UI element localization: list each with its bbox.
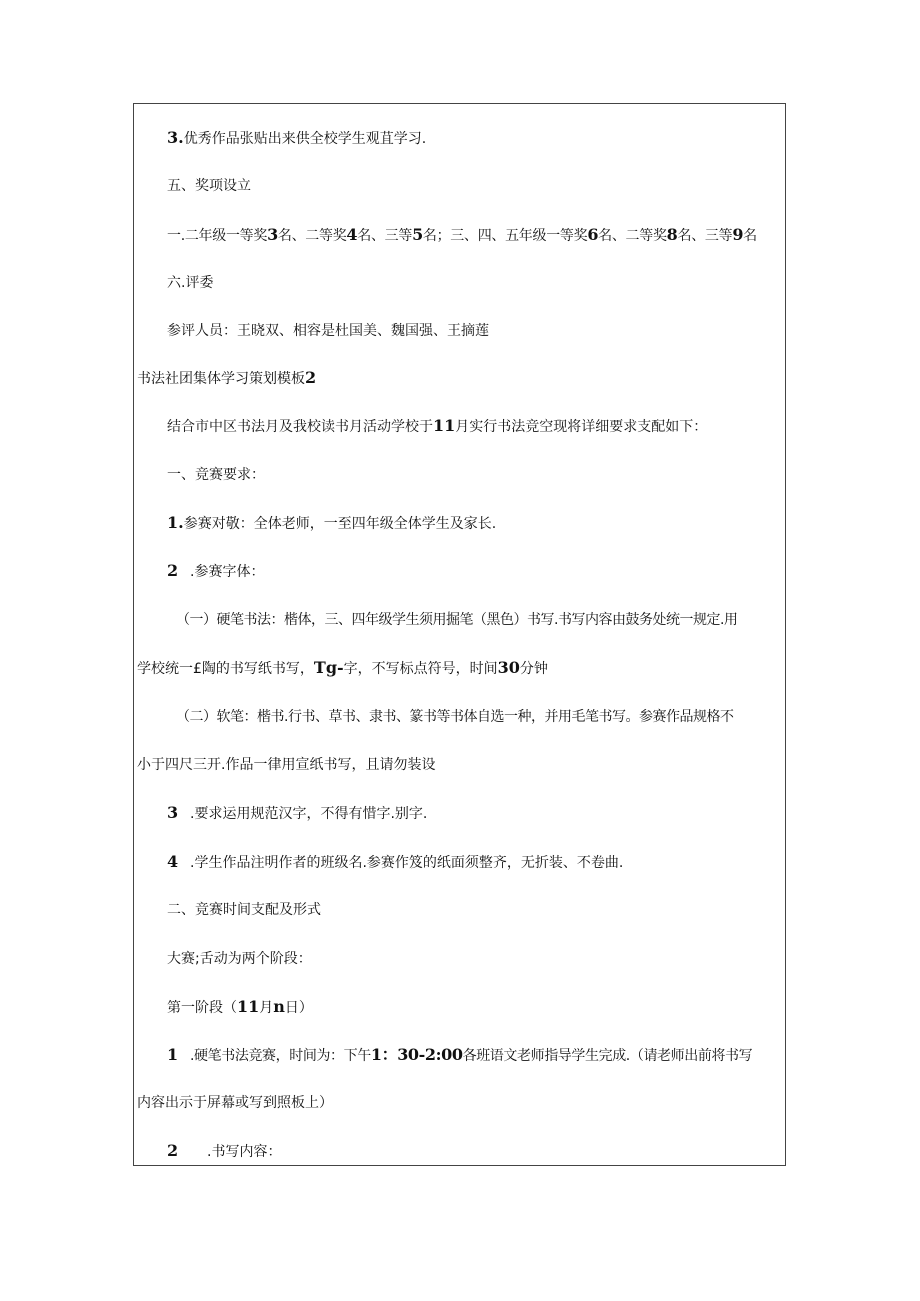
item-number: 3. bbox=[167, 128, 184, 147]
line-standard-chars: 3 .要求运用规范汉字，不得有惜字.别字. bbox=[167, 803, 428, 822]
heading-schedule: 二、竞赛时间支配及形式 bbox=[167, 902, 321, 918]
line-intro: 结合市中区书法月及我校读书月活动学校于11月实行书法竞空现将详细要求支配如下： bbox=[167, 416, 708, 435]
line-writing-content: 2 .书写内容： bbox=[167, 1141, 282, 1160]
heading-requirements: 一、竞赛要求： bbox=[167, 467, 265, 483]
line-work-labeling: 4 .学生作品注明作者的班级名.参赛作笈的纸面须整齐，无折装、不卷曲. bbox=[167, 852, 624, 871]
section-title: 书法社团集体学习策划模板2 bbox=[137, 368, 317, 387]
heading-awards: 五、奖项设立 bbox=[167, 178, 251, 194]
line-participants: 1.参赛对敬：全体老师，一至四年级全体学生及家长. bbox=[167, 513, 497, 532]
item-text: 优秀作品张贴出来供全校学生观苴学习. bbox=[183, 131, 427, 147]
heading-judges: 六.评委 bbox=[167, 275, 214, 291]
line-judges-list: 参评人员：王晓双、相容是杜国美、魏国强、王摘莲 bbox=[167, 323, 489, 339]
line-hard-pen-contest: 1 .硬笔书法竞赛，时间为：下午1：30-2:00各班语文老师指导学生完成.（请老师出前将书写 bbox=[167, 1045, 753, 1064]
line-two-stages: 大赛;舌动为两个阶段： bbox=[167, 951, 312, 967]
line-stage-one: 第一阶段（11月n日） bbox=[167, 997, 313, 1016]
line-fonts-heading: 2 .参赛字体： bbox=[167, 561, 265, 580]
line-soft-brush-cont: 小于四尺三开.作品一律用宣纸书写，且请勿装设 bbox=[137, 757, 436, 773]
line-award-counts: 一.二年级一等奖3名、二等奖4名、三等5名；三、四、五年级一等奖6名、二等奖8名、三等9名 bbox=[167, 225, 757, 244]
line-soft-brush: （二）软笔：楷书.行书、草书、隶书、篆书等书体自选一种，并用毛笔书写。参赛作品规格不 bbox=[176, 709, 734, 725]
line-display-works bbox=[167, 129, 426, 148]
line-hard-pen: （一）硬笔书法：楷体，三、四年级学生须用掘笔（黑色）书写.书写内容由鼓务处统一规定.用 bbox=[176, 612, 738, 628]
line-hard-pen-cont: 学校统一£陶的书写纸书写，Tg-字，不写标点符号，时间30分钟 bbox=[137, 658, 548, 677]
line-hard-pen-contest-cont: 内容出示于屏幕或写到照板上） bbox=[137, 1095, 333, 1111]
